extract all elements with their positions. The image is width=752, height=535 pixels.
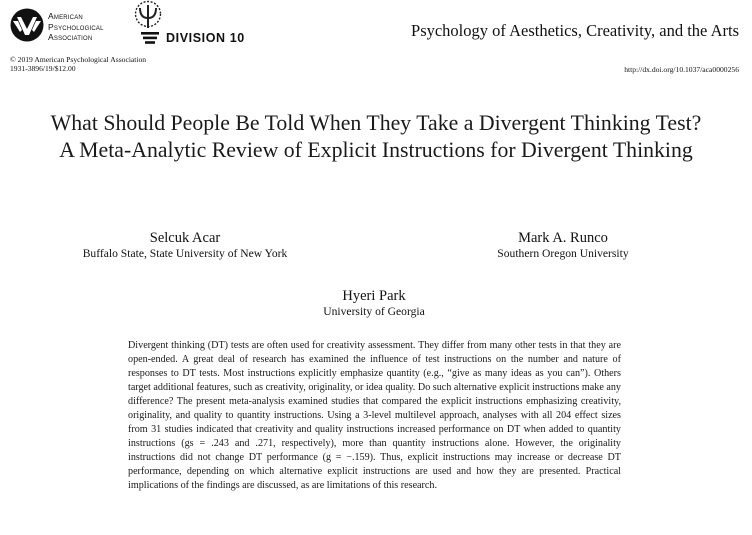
- division-emblem-icon: [128, 0, 168, 32]
- author-affiliation: University of Georgia: [323, 305, 425, 318]
- author-block: [306, 288, 442, 318]
- apa-line-3: Association: [48, 32, 93, 42]
- author-name: Hyeri Park: [342, 288, 406, 304]
- division-bars-icon: [141, 32, 159, 44]
- journal-name: Psychology of Aesthetics, Creativity, and the Arts: [411, 21, 739, 40]
- copyright-line: © 2019 American Psychological Association: [10, 55, 147, 64]
- title-line-2: A Meta-Analytic Review of Explicit Instructions for Divergent Thinking: [59, 138, 693, 162]
- apa-line-2: Psychological: [48, 21, 104, 32]
- article-title: [0, 110, 752, 164]
- author-name: Selcuk Acar: [149, 230, 221, 246]
- abstract: Divergent thinking (DT) tests are often used for creativity assessment. They differ from many other tests in that they are open-ended. A great deal of research has examined the influence of test instructions on the number and nature of responses to DT tests. Most instructions explicitly emphasize quantity (e.g., “give as many ideas as you can”). Others target additional features, such as creativity, originality, or idea quality. Do such alternative explicit instructions make any difference? The present meta-analysis examined studies that compared the explicit instructions emphasizing creativity, originality, and quality to quantity instructions. Using a 3-level multilevel approach, analyses with all 204 effect sizes from 31 studies indicated that creativity and quality instructions increased performance on DT when added to quantity instructions (gs = .243 and .271, respectively), more than quantity instructions alone. However, the originality instructions did not change DT performance (g = −.159). Thus, explicit instructions may increase or decrease DT performance, depending on which alternative explicit instructions are used and how they are presented. Practical implications of the findings are discussed, as are limitations of this research.: [128, 340, 621, 491]
- author-name: Mark A. Runco: [518, 230, 608, 246]
- apa-wordmark: [48, 11, 104, 43]
- title-line-1: What Should People Be Told When They Take a Divergent Thinking Test?: [50, 111, 702, 135]
- division-label: DIVISION 10: [166, 31, 245, 45]
- issn-line: 1931-3896/19/$12.00: [10, 64, 76, 73]
- author-block: [474, 230, 652, 260]
- copyright: [10, 55, 146, 73]
- doi-link[interactable]: http://dx.doi.org/10.1037/aca0000256: [624, 65, 739, 74]
- apa-line-1: American: [48, 11, 83, 21]
- author-affiliation: Buffalo State, State University of New York: [82, 247, 288, 260]
- author-affiliation: Southern Oregon University: [497, 247, 629, 260]
- author-block: [64, 230, 306, 260]
- apa-logo-icon: [10, 8, 44, 42]
